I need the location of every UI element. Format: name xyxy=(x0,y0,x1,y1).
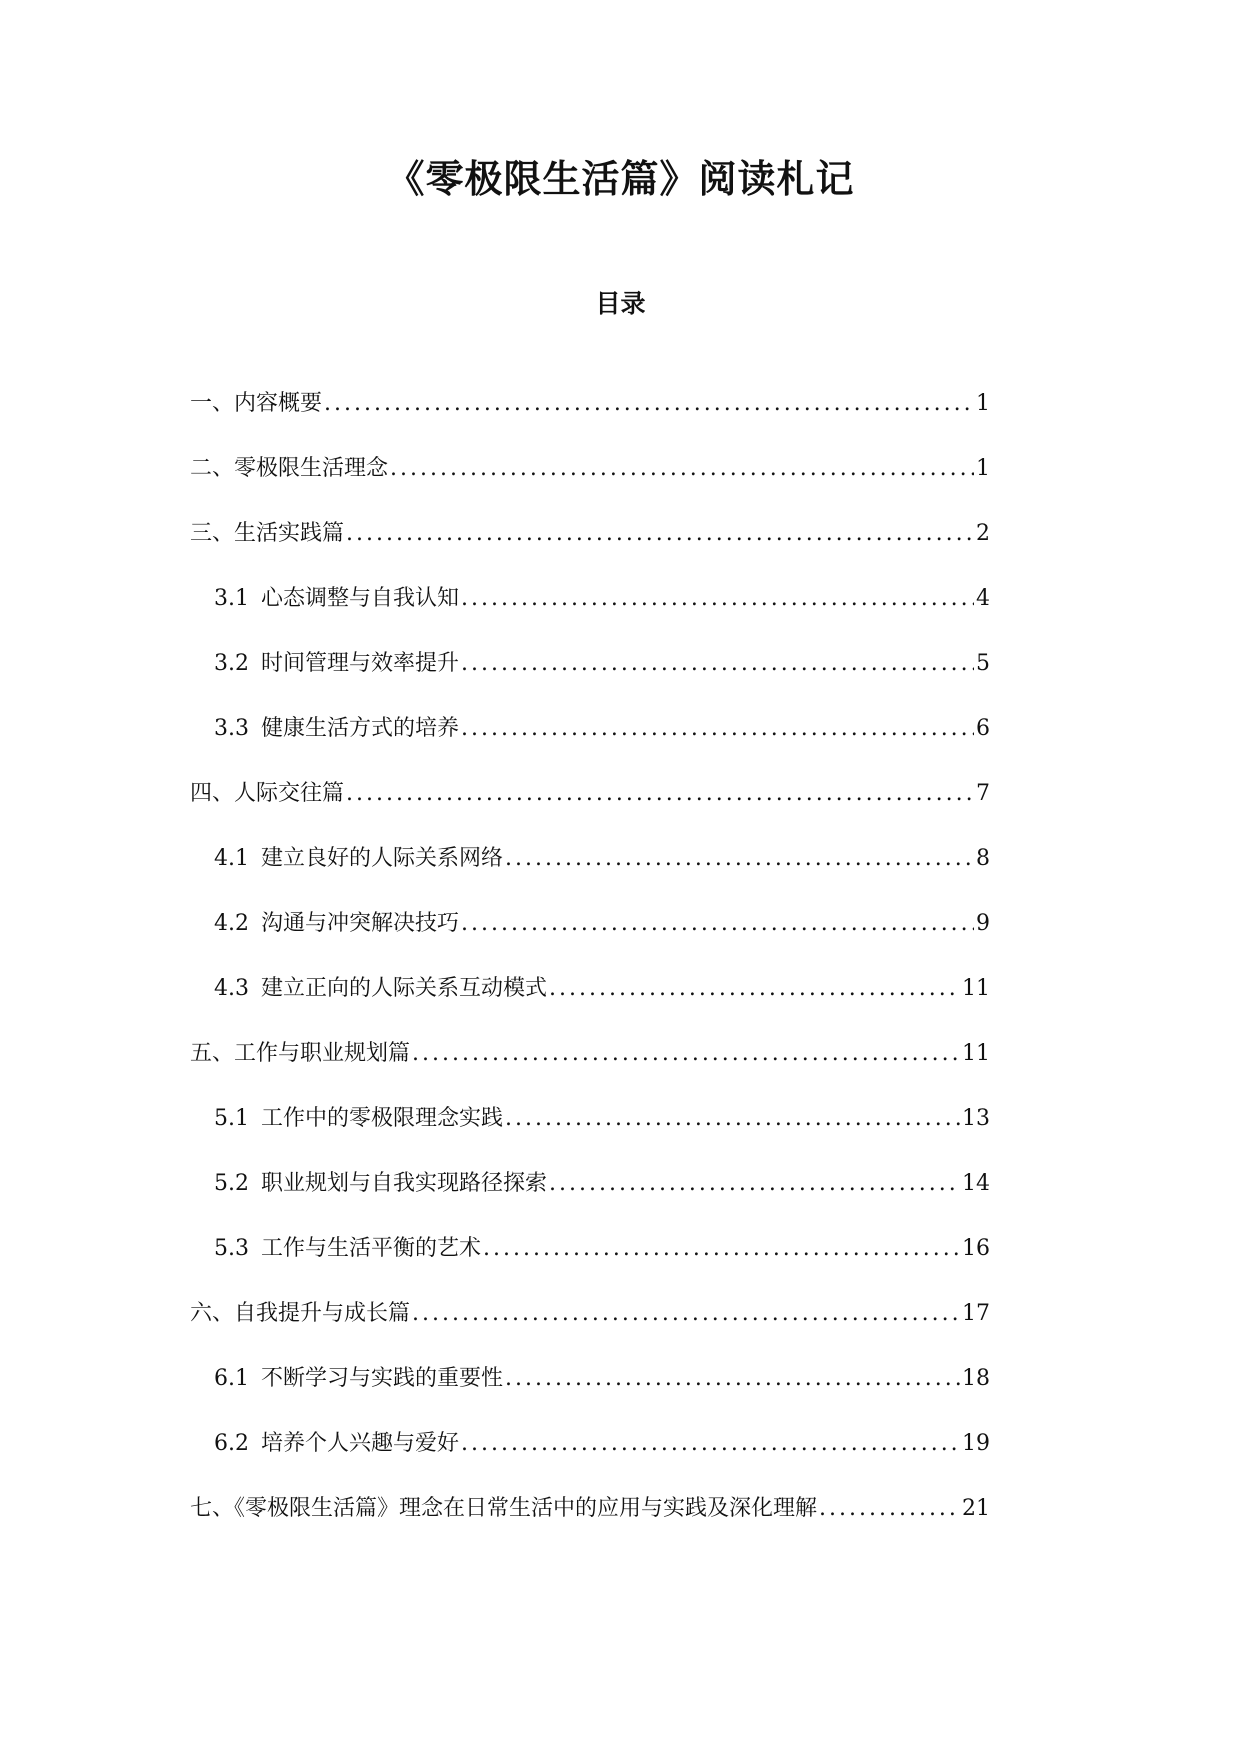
toc-entry-number: 3.1 xyxy=(214,586,249,611)
toc-page-number: 8 xyxy=(976,846,990,871)
toc-page-number: 18 xyxy=(962,1366,990,1391)
toc-entry-label: 时间管理与效率提升 xyxy=(261,651,460,676)
toc-entry-label: 五、工作与职业规划篇 xyxy=(190,1041,411,1066)
toc-page-number: 17 xyxy=(962,1301,990,1326)
toc-entry[interactable] xyxy=(190,1296,990,1361)
toc-entry-number: 6.1 xyxy=(214,1366,249,1391)
toc-entry[interactable] xyxy=(190,971,990,1036)
toc-dot-leader xyxy=(461,716,974,741)
toc-entry-number: 3.2 xyxy=(214,651,249,676)
toc-entry[interactable] xyxy=(190,1231,990,1296)
toc-dot-leader xyxy=(390,456,974,481)
toc-entry[interactable] xyxy=(190,451,990,516)
toc-dot-leader xyxy=(346,781,974,806)
toc-page-number: 9 xyxy=(976,911,990,936)
toc-dot-leader xyxy=(549,1171,960,1196)
toc-dot-leader xyxy=(324,391,974,416)
toc-entry-number: 4.2 xyxy=(214,911,249,936)
toc-dot-leader xyxy=(461,911,974,936)
toc-page-number: 4 xyxy=(976,586,990,611)
toc-entry[interactable] xyxy=(190,581,990,646)
toc-entry[interactable] xyxy=(190,1426,990,1491)
toc-dot-leader xyxy=(505,846,974,871)
toc-entry-number: 4.1 xyxy=(214,846,249,871)
toc-dot-leader xyxy=(346,521,974,546)
toc-page-number: 11 xyxy=(962,976,990,1001)
toc-entry-label: 健康生活方式的培养 xyxy=(261,716,460,741)
toc-page-number: 6 xyxy=(976,716,990,741)
toc-dot-leader xyxy=(505,1106,960,1131)
table-of-contents xyxy=(190,386,990,1556)
toc-entry[interactable] xyxy=(190,646,990,711)
toc-entry-number: 6.2 xyxy=(214,1431,249,1456)
toc-entry-label: 职业规划与自我实现路径探索 xyxy=(261,1171,548,1196)
toc-entry-label: 七、《零极限生活篇》理念在日常生活中的应用与实践及深化理解 xyxy=(190,1496,818,1521)
toc-page-number: 21 xyxy=(962,1496,990,1521)
toc-dot-leader xyxy=(461,586,974,611)
toc-dot-leader xyxy=(461,1431,960,1456)
toc-entry[interactable] xyxy=(190,711,990,776)
toc-entry[interactable] xyxy=(190,1101,990,1166)
toc-entry-number: 5.2 xyxy=(214,1171,249,1196)
toc-page-number: 2 xyxy=(976,521,990,546)
toc-page-number: 13 xyxy=(962,1106,990,1131)
toc-page-number: 1 xyxy=(976,456,990,481)
toc-entry-label: 六、自我提升与成长篇 xyxy=(190,1301,411,1326)
toc-entry-label: 工作中的零极限理念实践 xyxy=(261,1106,504,1131)
toc-page-number: 7 xyxy=(976,781,990,806)
toc-entry[interactable] xyxy=(190,1036,990,1101)
toc-entry[interactable] xyxy=(190,776,990,841)
toc-entry[interactable] xyxy=(190,516,990,581)
toc-dot-leader xyxy=(549,976,960,1001)
toc-entry-label: 沟通与冲突解决技巧 xyxy=(261,911,460,936)
toc-entry[interactable] xyxy=(190,906,990,971)
toc-entry-label: 二、零极限生活理念 xyxy=(190,456,389,481)
toc-page-number: 19 xyxy=(962,1431,990,1456)
toc-page-number: 14 xyxy=(962,1171,990,1196)
toc-entry-label: 三、生活实践篇 xyxy=(190,521,345,546)
toc-entry-label: 培养个人兴趣与爱好 xyxy=(261,1431,460,1456)
toc-entry[interactable] xyxy=(190,841,990,906)
toc-dot-leader xyxy=(505,1366,960,1391)
toc-page-number: 11 xyxy=(962,1041,990,1066)
toc-page-number: 1 xyxy=(976,391,990,416)
toc-dot-leader xyxy=(461,651,974,676)
toc-entry-label: 建立正向的人际关系互动模式 xyxy=(261,976,548,1001)
toc-dot-leader xyxy=(483,1236,960,1261)
toc-entry-number: 3.3 xyxy=(214,716,249,741)
toc-entry-label: 一、内容概要 xyxy=(190,391,323,416)
toc-entry-label: 不断学习与实践的重要性 xyxy=(261,1366,504,1391)
toc-entry[interactable] xyxy=(190,1361,990,1426)
toc-dot-leader xyxy=(412,1301,960,1326)
toc-entry-label: 心态调整与自我认知 xyxy=(261,586,460,611)
toc-page-number: 5 xyxy=(976,651,990,676)
toc-entry-number: 5.1 xyxy=(214,1106,249,1131)
toc-entry-number: 5.3 xyxy=(214,1236,249,1261)
toc-entry-number: 4.3 xyxy=(214,976,249,1001)
toc-entry-label: 四、人际交往篇 xyxy=(190,781,345,806)
toc-entry-label: 建立良好的人际关系网络 xyxy=(261,846,504,871)
toc-entry-label: 工作与生活平衡的艺术 xyxy=(261,1236,482,1261)
toc-entry[interactable] xyxy=(190,1166,990,1231)
toc-dot-leader xyxy=(819,1496,960,1521)
toc-heading: 目录 xyxy=(595,289,646,318)
document-title: 《零极限生活篇》阅读札记 xyxy=(386,157,855,201)
toc-entry[interactable] xyxy=(190,386,990,451)
toc-entry[interactable] xyxy=(190,1491,990,1556)
toc-dot-leader xyxy=(412,1041,960,1066)
toc-page-number: 16 xyxy=(962,1236,990,1261)
